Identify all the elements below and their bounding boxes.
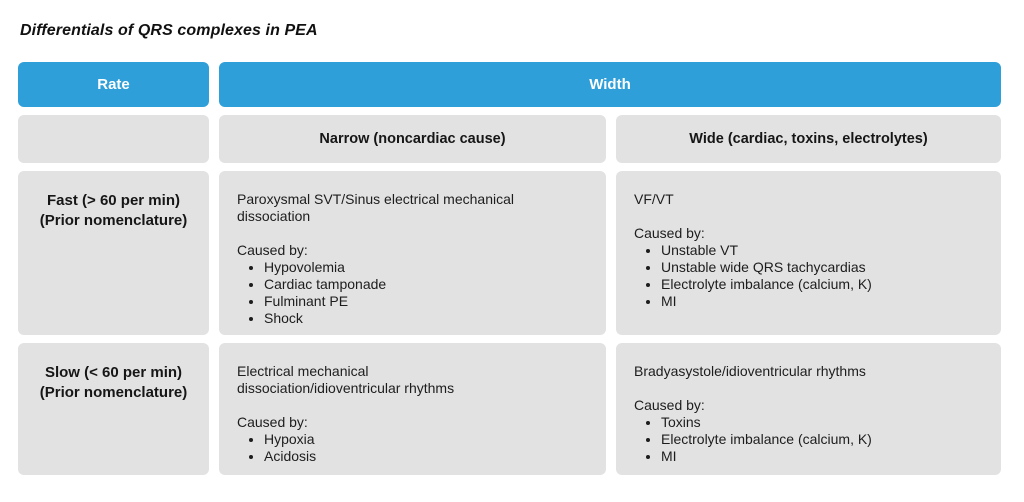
differentials-table — [18, 62, 1004, 475]
cell-fast-wide — [616, 171, 1001, 335]
subheader-narrow: Narrow (noncardiac cause) — [219, 115, 606, 163]
fast-narrow-causes-list — [237, 259, 588, 327]
cause-item: • MI — [661, 293, 983, 310]
row-label-slow — [18, 343, 209, 475]
row-label-fast-line1: Fast (> 60 per min) — [47, 192, 180, 209]
row-label-fast-line2: (Prior nomenclature) — [39, 211, 188, 229]
subheader-empty — [18, 115, 209, 163]
fast-wide-intro: VF/VT — [634, 191, 674, 207]
cause-item: • Toxins — [661, 414, 983, 431]
header-rate: Rate — [18, 62, 209, 107]
fast-narrow-caused-by-label: Caused by: — [237, 242, 308, 258]
row-label-slow-line1: Slow (< 60 per min) — [44, 364, 183, 381]
slow-wide-caused-by-label: Caused by: — [634, 397, 705, 413]
cause-item: • Cardiac tamponade — [264, 276, 588, 293]
cell-slow-wide — [616, 343, 1001, 475]
cause-item: • Electrolyte imbalance (calcium, K) — [661, 431, 983, 448]
cause-item: • Shock — [264, 310, 588, 327]
slow-narrow-causes-list — [237, 431, 588, 465]
row-label-slow-line2: (Prior nomenclature) — [39, 383, 188, 401]
subheader-wide: Wide (cardiac, toxins, electrolytes) — [616, 115, 1001, 163]
fast-wide-caused-by-label: Caused by: — [634, 225, 705, 241]
slow-narrow-caused-by-label: Caused by: — [237, 414, 308, 430]
slow-wide-intro: Bradyasystole/idioventricular rhythms — [634, 363, 866, 379]
cause-item: • Hypovolemia — [264, 259, 588, 276]
slow-wide-causes-list — [634, 414, 983, 465]
cell-fast-narrow — [219, 171, 606, 335]
cause-item: • Fulminant PE — [264, 293, 588, 310]
cause-item: • MI — [661, 448, 983, 465]
cause-item: • Acidosis — [264, 448, 588, 465]
page-title: Differentials of QRS complexes in PEA — [20, 22, 318, 39]
cause-item: • Unstable wide QRS tachycardias — [661, 259, 983, 276]
cause-item: • Electrolyte imbalance (calcium, K) — [661, 276, 983, 293]
cause-item: • Hypoxia — [264, 431, 588, 448]
header-width: Width — [219, 62, 1001, 107]
cause-item: • Unstable VT — [661, 242, 983, 259]
fast-wide-causes-list — [634, 242, 983, 310]
row-label-fast — [18, 171, 209, 335]
cell-slow-narrow — [219, 343, 606, 475]
fast-narrow-intro: Paroxysmal SVT/Sinus electrical mechanical dissociation — [237, 191, 514, 224]
slow-narrow-intro: Electrical mechanical dissociation/idioventricular rhythms — [237, 363, 455, 396]
